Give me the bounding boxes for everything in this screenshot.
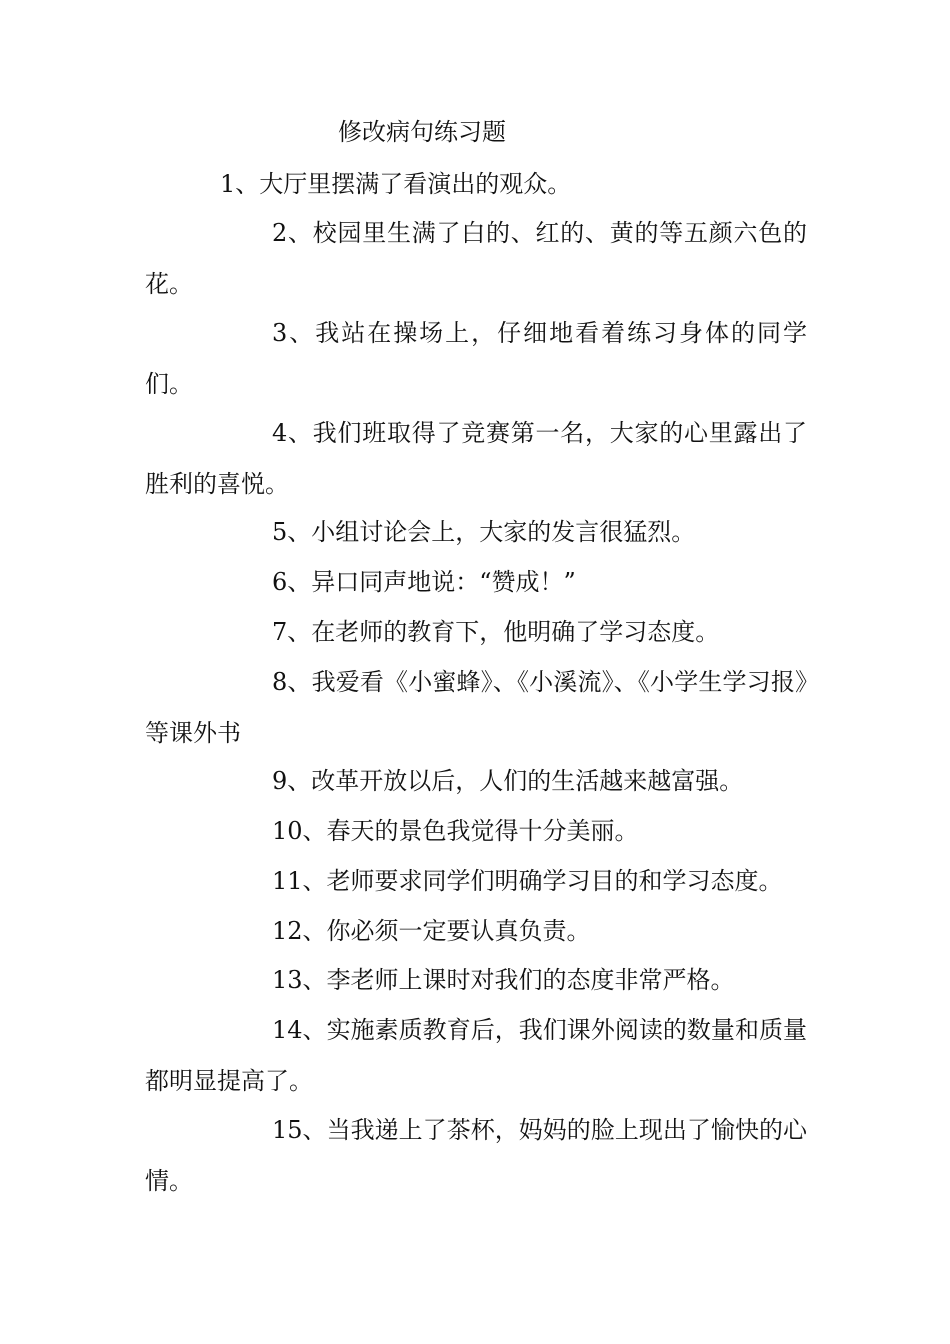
question-5: 5、小组讨论会上，大家的发言很猛烈。: [272, 518, 696, 546]
question-7: 7、在老师的教育下，他明确了学习态度。: [272, 618, 720, 646]
document-title: 修改病句练习题: [338, 118, 506, 146]
question-8: 8、我爱看《小蜜蜂》、《小溪流》、《小学生学习报》等课外书: [145, 668, 807, 747]
question-14: 14、实施素质教育后，我们课外阅读的数量和质量都明显提高了。: [145, 1016, 807, 1095]
question-15: 15、当我递上了茶杯，妈妈的脸上现出了愉快的心情。: [145, 1116, 807, 1195]
question-3: 3、我站在操场上，仔细地看着练习身体的同学们。: [145, 319, 807, 398]
question-2: 2、校园里生满了白的、红的、黄的等五颜六色的花。: [145, 219, 807, 298]
question-9: 9、改革开放以后，人们的生活越来越富强。: [272, 767, 744, 795]
question-11: 11、老师要求同学们明确学习目的和学习态度。: [272, 867, 783, 895]
question-10: 10、春天的景色我觉得十分美丽。: [272, 817, 639, 845]
question-1: 1、大厅里摆满了看演出的观众。: [220, 170, 572, 198]
question-12: 12、你必须一定要认真负责。: [272, 917, 591, 945]
question-4: 4、我们班取得了竞赛第一名，大家的心里露出了胜利的喜悦。: [145, 419, 807, 498]
question-13: 13、李老师上课时对我们的态度非常严格。: [272, 966, 735, 994]
question-6: 6、异口同声地说：“赞成！”: [272, 568, 576, 596]
